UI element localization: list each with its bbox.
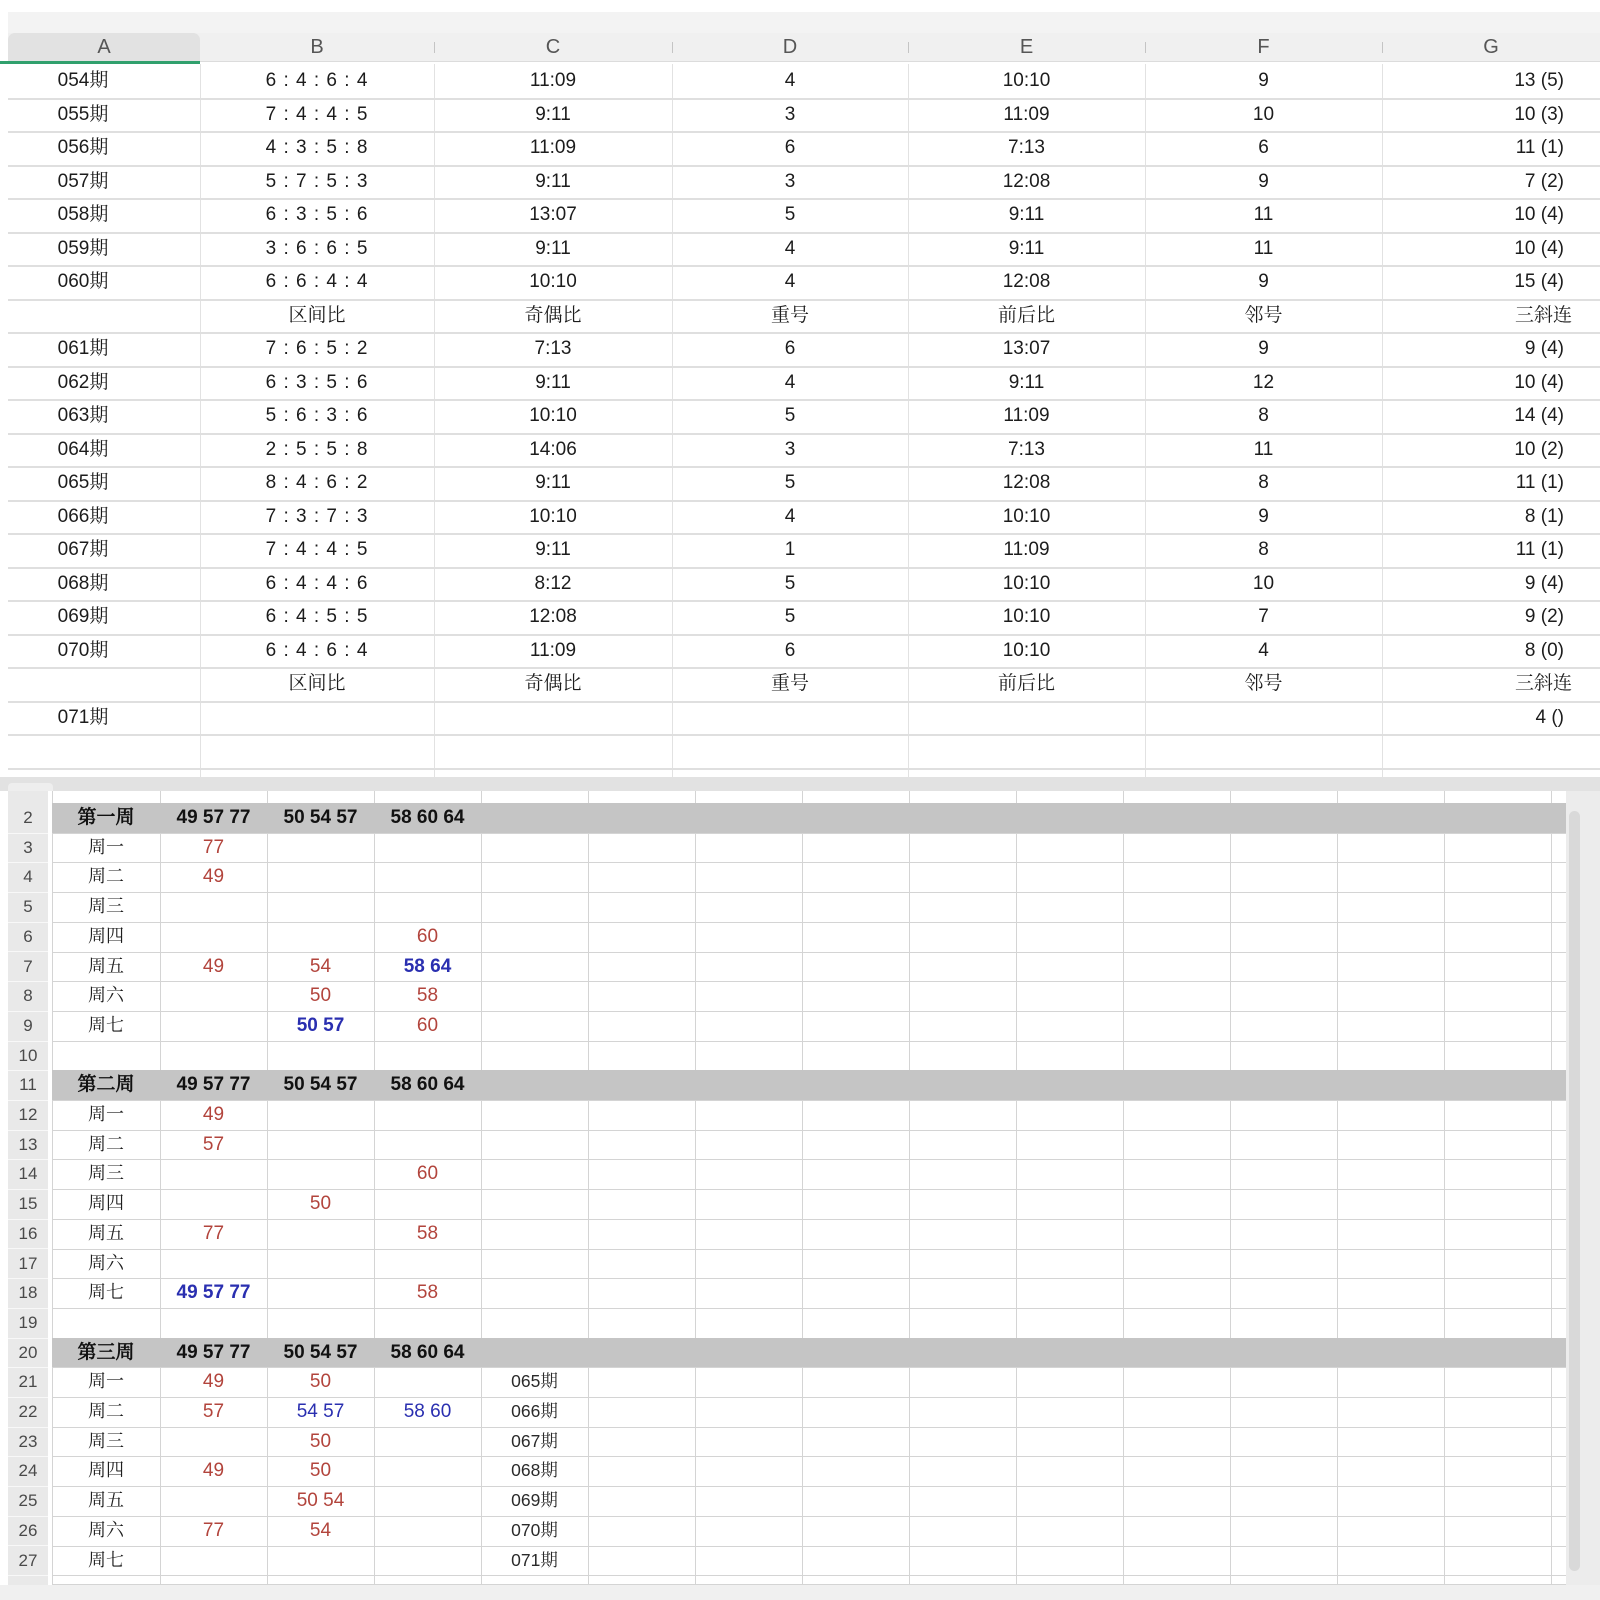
row-number[interactable]: 5 xyxy=(8,892,48,923)
week-band-row[interactable] xyxy=(52,803,1566,833)
cell-f[interactable]: 9 xyxy=(1258,170,1269,192)
gridline-horizontal xyxy=(52,922,1566,923)
table-row xyxy=(8,701,1600,737)
week-band-row[interactable] xyxy=(52,1338,1566,1368)
cell-period[interactable]: 070期 xyxy=(57,639,109,661)
cell-g[interactable]: 10 (2) xyxy=(1514,438,1564,460)
gridline-vertical xyxy=(1551,791,1552,1585)
cell-c[interactable]: 9:11 xyxy=(535,237,571,259)
field-header: 三斜连 xyxy=(1514,673,1572,694)
field-header: 前后比 xyxy=(997,304,1055,326)
cell-period[interactable]: 064期 xyxy=(57,438,109,460)
week-band-numbers: 58 60 64 xyxy=(390,1341,465,1363)
cell-c[interactable]: 10:10 xyxy=(529,405,577,426)
cell-period[interactable]: 068期 xyxy=(57,572,109,594)
cell-f[interactable]: 6 xyxy=(1258,137,1269,158)
cell-e[interactable]: 11:09 xyxy=(1003,539,1050,560)
cell-period[interactable]: 063期 xyxy=(57,405,109,426)
cell-g[interactable]: 11 (1) xyxy=(1515,137,1564,158)
cell-c[interactable]: 14:06 xyxy=(529,438,577,460)
row-number[interactable]: 22 xyxy=(8,1397,48,1428)
cell-value[interactable]: 60 xyxy=(416,925,439,947)
cell-value[interactable]: 49 57 77 xyxy=(176,1282,251,1304)
cell-c[interactable]: 10:10 xyxy=(529,271,577,292)
row-number[interactable]: 27 xyxy=(8,1546,48,1577)
cell-c[interactable]: 12:08 xyxy=(529,606,577,627)
column-header-c[interactable]: C xyxy=(545,36,561,58)
cell-b[interactable]: 6 : 6 : 4 : 4 xyxy=(265,271,369,292)
cell-value[interactable]: 50 xyxy=(309,1371,332,1393)
column-header-a[interactable]: A xyxy=(97,36,111,58)
day-label[interactable]: 周四 xyxy=(88,925,124,946)
cell-period[interactable]: 062期 xyxy=(57,371,109,393)
day-label[interactable]: 周二 xyxy=(88,1133,124,1154)
cell-period[interactable]: 067期 xyxy=(57,539,109,560)
cell-b[interactable]: 7 : 4 : 4 : 5 xyxy=(265,539,369,560)
cell-value[interactable]: 77 xyxy=(202,836,225,858)
cell-g[interactable]: 9 (4) xyxy=(1524,572,1564,594)
cell-value[interactable]: 070期 xyxy=(511,1519,558,1540)
cell-c[interactable]: 7:13 xyxy=(534,338,572,359)
field-header: 前后比 xyxy=(997,673,1055,694)
cell-g[interactable]: 13 (5) xyxy=(1514,70,1564,91)
column-header-b[interactable]: B xyxy=(310,36,324,58)
row-number[interactable]: 12 xyxy=(8,1100,48,1131)
cell-e[interactable]: 9:11 xyxy=(1008,204,1045,225)
cell-d[interactable]: 1 xyxy=(784,539,796,560)
cell-value[interactable]: 58 xyxy=(416,985,439,1007)
day-label[interactable]: 周五 xyxy=(88,1222,124,1243)
table-row xyxy=(8,399,1600,435)
cell-f[interactable]: 10 xyxy=(1252,572,1275,594)
row-number[interactable]: 7 xyxy=(8,952,48,983)
row-number[interactable]: 17 xyxy=(8,1249,48,1280)
cell-period[interactable]: 069期 xyxy=(57,606,109,627)
gridline-vertical xyxy=(695,791,696,1585)
day-label[interactable]: 周七 xyxy=(88,1282,124,1303)
day-label[interactable]: 周三 xyxy=(88,1430,124,1451)
row-number[interactable]: 21 xyxy=(8,1367,48,1398)
cell-b[interactable]: 6 : 3 : 5 : 6 xyxy=(265,204,369,225)
cell-c[interactable]: 8:12 xyxy=(534,572,572,594)
cell-d[interactable]: 4 xyxy=(784,371,796,393)
field-header-row xyxy=(8,299,1600,335)
cell-value[interactable]: 50 xyxy=(309,1430,332,1452)
field-header: 邻号 xyxy=(1244,304,1283,326)
column-separator-tick xyxy=(1145,42,1146,53)
cell-d[interactable]: 6 xyxy=(784,338,796,359)
cell-b[interactable]: 6 : 4 : 6 : 4 xyxy=(265,639,369,661)
column-header-g[interactable]: G xyxy=(1483,36,1499,58)
row-number[interactable]: 18 xyxy=(8,1278,48,1309)
day-label[interactable]: 周一 xyxy=(88,836,124,857)
table-row xyxy=(8,466,1600,502)
cell-d[interactable]: 4 xyxy=(784,505,796,527)
cell-period[interactable]: 054期 xyxy=(57,70,109,91)
gridline-horizontal xyxy=(52,1278,1566,1279)
cell-g[interactable]: 15 (4) xyxy=(1514,271,1564,292)
gridline-vertical xyxy=(1016,791,1017,1585)
gridline-horizontal xyxy=(52,1546,1566,1547)
cell-d[interactable]: 6 xyxy=(784,137,796,158)
cell-b[interactable]: 7 : 4 : 4 : 5 xyxy=(265,103,369,125)
field-header: 区间比 xyxy=(288,304,346,326)
day-label[interactable]: 周三 xyxy=(88,1163,124,1184)
cell-b[interactable]: 6 : 4 : 6 : 4 xyxy=(265,70,369,91)
gridline-horizontal xyxy=(52,892,1566,893)
cell-d[interactable]: 5 xyxy=(784,472,796,493)
table-row xyxy=(8,768,1600,778)
cell-b[interactable]: 2 : 5 : 5 : 8 xyxy=(265,438,369,460)
field-header: 重号 xyxy=(770,673,809,694)
cell-d[interactable]: 4 xyxy=(784,271,796,292)
table-row xyxy=(8,64,1600,100)
gridline-horizontal xyxy=(52,1219,1566,1220)
cell-g[interactable]: 7 (2) xyxy=(1524,170,1564,192)
week-band-numbers: 58 60 64 xyxy=(390,1074,465,1096)
field-header: 区间比 xyxy=(288,673,346,694)
cell-d[interactable]: 6 xyxy=(784,639,796,661)
week-band-label: 第二周 xyxy=(77,1074,135,1096)
cell-period[interactable]: 060期 xyxy=(57,271,109,292)
cell-period[interactable]: 071期 xyxy=(57,706,109,728)
week-band-numbers: 50 54 57 xyxy=(283,1074,358,1096)
cell-value[interactable]: 54 xyxy=(309,1519,332,1541)
gridline-vertical xyxy=(802,791,803,1585)
cell-g[interactable]: 8 (0) xyxy=(1524,639,1564,661)
table-row xyxy=(8,232,1600,268)
top-sheet xyxy=(0,0,1600,777)
row-number[interactable]: 14 xyxy=(8,1159,48,1190)
cell-period[interactable]: 058期 xyxy=(57,204,109,225)
column-separator-tick xyxy=(434,42,435,53)
day-label[interactable]: 周四 xyxy=(88,1460,124,1481)
table-row xyxy=(8,131,1600,167)
row-number[interactable]: 2 xyxy=(8,803,48,834)
table-row xyxy=(8,332,1600,368)
cell-e[interactable]: 10:10 xyxy=(1002,505,1051,527)
week-band-row[interactable] xyxy=(52,1070,1566,1100)
cell-g[interactable]: 11 (1) xyxy=(1515,539,1564,560)
cell-d[interactable]: 3 xyxy=(784,438,796,460)
row-number[interactable]: 16 xyxy=(8,1219,48,1250)
cell-value[interactable]: 50 xyxy=(309,1460,332,1482)
cell-c[interactable]: 13:07 xyxy=(529,204,577,225)
cell-e[interactable]: 9:11 xyxy=(1008,371,1045,393)
gridline-horizontal xyxy=(52,1249,1566,1250)
cell-b[interactable]: 3 : 6 : 6 : 5 xyxy=(265,237,369,259)
cell-e[interactable]: 10:10 xyxy=(1002,639,1051,661)
cell-e[interactable]: 11:09 xyxy=(1003,405,1050,426)
cell-f[interactable]: 8 xyxy=(1258,539,1269,560)
column-header-e[interactable]: E xyxy=(1019,36,1034,58)
cell-f[interactable]: 9 xyxy=(1258,338,1269,359)
gridline-horizontal xyxy=(52,1308,1566,1309)
cell-value[interactable]: 50 xyxy=(309,985,332,1007)
cell-d[interactable]: 3 xyxy=(784,103,796,125)
cell-f[interactable]: 9 xyxy=(1258,70,1269,91)
field-header: 奇偶比 xyxy=(524,304,582,326)
cell-c[interactable]: 9:11 xyxy=(535,170,571,192)
cell-g[interactable]: 8 (1) xyxy=(1524,505,1564,527)
week-band-numbers: 49 57 77 xyxy=(176,1341,251,1363)
table-row xyxy=(8,198,1600,234)
row-number[interactable]: 10 xyxy=(8,1041,48,1072)
cell-value[interactable]: 54 xyxy=(309,955,332,977)
gridline-vertical xyxy=(909,791,910,1585)
cell-value[interactable]: 58 xyxy=(416,1222,439,1244)
table-row xyxy=(8,634,1600,670)
table-row xyxy=(8,600,1600,636)
cell-value[interactable]: 50 54 xyxy=(296,1490,345,1512)
cell-value[interactable]: 58 xyxy=(416,1282,439,1304)
cell-e[interactable]: 10:10 xyxy=(1002,606,1051,627)
day-label[interactable]: 周五 xyxy=(88,955,124,976)
table-row xyxy=(8,433,1600,469)
cell-g[interactable]: 10 (3) xyxy=(1514,103,1564,125)
gridline-vertical xyxy=(1123,791,1124,1585)
bottom-sheet xyxy=(0,791,1600,1600)
cell-value[interactable]: 49 xyxy=(202,955,225,977)
cell-e[interactable]: 12:08 xyxy=(1002,170,1051,192)
week-band-numbers: 49 57 77 xyxy=(176,807,251,828)
cell-f[interactable]: 8 xyxy=(1258,405,1269,426)
week-band-label: 第一周 xyxy=(77,807,135,828)
gridline-horizontal xyxy=(52,1041,1566,1042)
row-number[interactable]: 4 xyxy=(8,862,48,893)
day-label[interactable]: 周五 xyxy=(88,1490,124,1511)
cell-f[interactable]: 11 xyxy=(1253,237,1274,259)
cell-g[interactable]: 11 (1) xyxy=(1515,472,1564,493)
field-header: 邻号 xyxy=(1244,673,1283,694)
row-number[interactable]: 13 xyxy=(8,1130,48,1161)
cell-value[interactable]: 49 xyxy=(202,1460,225,1482)
gridline-horizontal xyxy=(52,1100,1566,1101)
cell-f[interactable]: 11 xyxy=(1253,204,1274,225)
week-band-numbers: 50 54 57 xyxy=(283,807,358,828)
gridline-vertical xyxy=(1230,791,1231,1585)
cell-g[interactable]: 4 () xyxy=(1535,706,1564,728)
cell-value[interactable]: 069期 xyxy=(511,1490,558,1511)
gridline-horizontal xyxy=(52,1159,1566,1160)
cell-period[interactable]: 056期 xyxy=(57,137,109,158)
cell-c[interactable]: 9:11 xyxy=(535,103,571,125)
column-header-d[interactable]: D xyxy=(782,36,798,58)
cell-e[interactable]: 7:13 xyxy=(1008,438,1045,460)
week-band-numbers: 49 57 77 xyxy=(176,1074,251,1096)
vertical-scrollbar[interactable] xyxy=(1569,811,1580,1571)
bottom-margin xyxy=(0,1585,1600,1600)
cell-value[interactable]: 60 xyxy=(416,1163,439,1185)
cell-b[interactable]: 6 : 3 : 5 : 6 xyxy=(265,371,369,393)
cell-g[interactable]: 10 (4) xyxy=(1514,204,1564,225)
cell-period[interactable]: 061期 xyxy=(57,338,109,359)
cell-value[interactable]: 50 57 xyxy=(296,1014,345,1036)
week-band-label: 第三周 xyxy=(77,1341,135,1363)
cell-value[interactable]: 58 60 xyxy=(403,1401,452,1422)
row-number[interactable]: 19 xyxy=(8,1308,48,1339)
cell-value[interactable]: 54 57 xyxy=(296,1401,345,1422)
row-number[interactable]: 15 xyxy=(8,1189,48,1220)
cell-value[interactable]: 77 xyxy=(202,1519,225,1541)
cell-e[interactable]: 7:13 xyxy=(1008,137,1045,158)
cell-e[interactable]: 12:08 xyxy=(1002,472,1051,493)
sheet-top-margin xyxy=(8,12,1600,33)
day-label[interactable]: 周七 xyxy=(88,1549,124,1570)
cell-c[interactable]: 9:11 xyxy=(535,539,571,560)
cell-d[interactable]: 5 xyxy=(784,572,796,594)
cell-period[interactable]: 057期 xyxy=(57,170,109,192)
cell-value[interactable]: 49 xyxy=(202,1371,225,1393)
cell-g[interactable]: 9 (2) xyxy=(1524,606,1564,627)
cell-e[interactable]: 9:11 xyxy=(1008,237,1045,259)
cell-e[interactable]: 10:10 xyxy=(1002,572,1051,594)
gridline-vertical xyxy=(1444,791,1445,1585)
row-number[interactable]: 9 xyxy=(8,1011,48,1042)
cell-e[interactable]: 10:10 xyxy=(1002,70,1051,91)
cell-b[interactable]: 8 : 4 : 6 : 2 xyxy=(265,472,369,493)
field-header: 奇偶比 xyxy=(524,673,582,694)
cell-period[interactable]: 065期 xyxy=(57,472,109,493)
row-number[interactable]: 26 xyxy=(8,1516,48,1547)
column-separator-tick xyxy=(672,42,673,53)
field-header: 重号 xyxy=(770,304,809,326)
table-row xyxy=(8,533,1600,569)
cell-period[interactable]: 055期 xyxy=(57,103,109,125)
row-number[interactable]: 8 xyxy=(8,981,48,1012)
table-row xyxy=(8,366,1600,402)
gridline-horizontal xyxy=(52,833,1566,834)
cell-b[interactable]: 4 : 3 : 5 : 8 xyxy=(265,137,369,158)
day-label[interactable]: 周六 xyxy=(88,985,124,1006)
cell-c[interactable]: 11:09 xyxy=(529,137,577,158)
cell-value[interactable]: 071期 xyxy=(511,1549,558,1570)
table-row xyxy=(8,165,1600,201)
cell-value[interactable]: 066期 xyxy=(511,1401,558,1421)
day-label[interactable]: 周三 xyxy=(88,896,124,917)
row-number[interactable]: 3 xyxy=(8,833,48,864)
day-label[interactable]: 周七 xyxy=(88,1014,124,1035)
gridline-horizontal xyxy=(52,1130,1566,1131)
cell-value[interactable]: 065期 xyxy=(511,1371,558,1392)
cell-f[interactable]: 8 xyxy=(1258,472,1269,493)
cell-d[interactable]: 5 xyxy=(784,606,796,627)
cell-b[interactable]: 5 : 7 : 5 : 3 xyxy=(265,170,369,192)
cell-d[interactable]: 5 xyxy=(784,405,796,426)
table-row xyxy=(8,567,1600,603)
gridline-horizontal xyxy=(52,1575,1566,1576)
field-header: 三斜连 xyxy=(1514,304,1572,326)
gridline-horizontal xyxy=(52,862,1566,863)
cell-b[interactable]: 6 : 4 : 5 : 5 xyxy=(265,606,369,627)
cell-value[interactable]: 49 xyxy=(202,866,225,888)
cell-value[interactable]: 50 xyxy=(309,1193,332,1215)
cell-b[interactable]: 5 : 6 : 3 : 6 xyxy=(265,405,369,426)
cell-value[interactable]: 067期 xyxy=(511,1430,558,1451)
column-separator-tick xyxy=(1382,42,1383,53)
cell-value[interactable]: 58 64 xyxy=(403,955,452,977)
cell-g[interactable]: 14 (4) xyxy=(1514,405,1564,426)
cell-c[interactable]: 11:09 xyxy=(529,70,577,91)
cell-d[interactable]: 3 xyxy=(784,170,796,192)
cell-value[interactable]: 57 xyxy=(202,1133,225,1155)
day-label[interactable]: 周四 xyxy=(88,1193,124,1214)
table-row xyxy=(8,734,1600,770)
cell-d[interactable]: 4 xyxy=(784,70,796,91)
row-number[interactable]: 23 xyxy=(8,1427,48,1458)
row-number[interactable]: 11 xyxy=(8,1070,48,1101)
day-label[interactable]: 周六 xyxy=(88,1252,124,1273)
sheet-separator xyxy=(0,777,1600,791)
cell-f[interactable]: 4 xyxy=(1258,639,1269,661)
cell-f[interactable]: 7 xyxy=(1258,606,1269,627)
day-label[interactable]: 周二 xyxy=(88,866,124,887)
cell-b[interactable]: 7 : 6 : 5 : 2 xyxy=(265,338,369,359)
day-label[interactable]: 周六 xyxy=(88,1519,124,1540)
cell-d[interactable]: 5 xyxy=(784,204,796,225)
column-header-f[interactable]: F xyxy=(1257,36,1270,58)
week-band-numbers: 50 54 57 xyxy=(283,1341,358,1363)
cell-period[interactable]: 066期 xyxy=(57,505,109,527)
cell-d[interactable]: 4 xyxy=(784,237,796,259)
day-label[interactable]: 周一 xyxy=(88,1371,124,1392)
cell-f[interactable]: 9 xyxy=(1258,505,1269,527)
cell-value[interactable]: 60 xyxy=(416,1014,439,1036)
gridline-vertical xyxy=(588,791,589,1585)
cell-c[interactable]: 11:09 xyxy=(529,639,577,661)
cell-c[interactable]: 9:11 xyxy=(535,371,571,393)
cell-e[interactable]: 13:07 xyxy=(1002,338,1051,359)
row-number[interactable]: 25 xyxy=(8,1486,48,1517)
cell-value[interactable]: 77 xyxy=(202,1222,225,1244)
column-separator-tick xyxy=(908,42,909,53)
cell-c[interactable]: 10:10 xyxy=(529,505,577,527)
cell-period[interactable]: 059期 xyxy=(57,237,109,259)
cell-f[interactable]: 9 xyxy=(1258,271,1269,292)
day-label[interactable]: 周一 xyxy=(88,1104,124,1124)
gridline-vertical xyxy=(1337,791,1338,1585)
cell-b[interactable]: 6 : 4 : 4 : 6 xyxy=(265,572,369,594)
week-band-numbers: 58 60 64 xyxy=(390,807,465,828)
cell-f[interactable]: 10 xyxy=(1252,103,1275,125)
cell-g[interactable]: 10 (4) xyxy=(1514,371,1564,393)
cell-f[interactable]: 11 xyxy=(1253,438,1274,460)
cell-g[interactable]: 10 (4) xyxy=(1514,237,1564,259)
cell-f[interactable]: 12 xyxy=(1252,371,1275,393)
row-number[interactable]: 20 xyxy=(8,1338,48,1369)
cell-e[interactable]: 12:08 xyxy=(1002,271,1051,292)
row-number[interactable]: 6 xyxy=(8,922,48,953)
cell-c[interactable]: 9:11 xyxy=(535,472,571,493)
field-header-row xyxy=(8,667,1600,703)
table-row xyxy=(8,500,1600,536)
table-row xyxy=(8,98,1600,134)
day-label[interactable]: 周二 xyxy=(88,1401,124,1421)
cell-e[interactable]: 11:09 xyxy=(1003,103,1050,125)
cell-value[interactable]: 57 xyxy=(202,1401,225,1422)
cell-b[interactable]: 7 : 3 : 7 : 3 xyxy=(265,505,369,527)
table-row xyxy=(8,265,1600,301)
cell-value[interactable]: 49 xyxy=(202,1104,225,1125)
cell-g[interactable]: 9 (4) xyxy=(1524,338,1564,359)
cell-value[interactable]: 068期 xyxy=(511,1460,558,1481)
row-number[interactable]: 24 xyxy=(8,1456,48,1487)
